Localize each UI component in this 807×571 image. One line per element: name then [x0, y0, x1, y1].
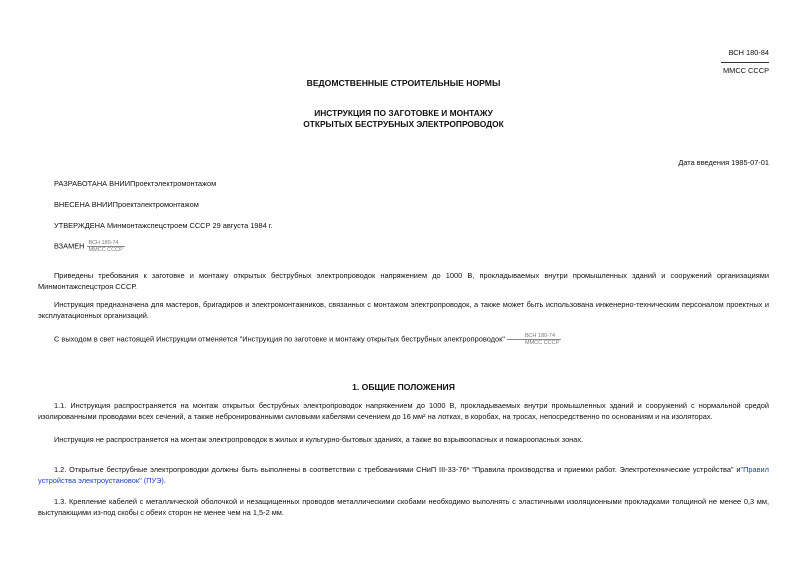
developed-by: РАЗРАБОТАНА ВНИИПроектэлектромонтажом: [54, 179, 217, 188]
replaces-line: [54, 240, 125, 253]
clause-1-2-end: .: [163, 475, 166, 485]
submitted-by: ВНЕСЕНА ВНИИПроектэлектромонтажом: [54, 200, 199, 209]
document-title-line2: ОТКРЫТЫХ БЕСТРУБНЫХ ЭЛЕКТРОПРОВОДОК: [303, 119, 504, 130]
pue-rules-link[interactable]: "Правил устройства электроустановок" (ПУЭ): [38, 465, 769, 485]
clause-1-1-note: Инструкция не распространяется на монтаж электропроводок в жилых и культурно-бытовых зданиях, а также во взрывоопасных и пожароопасных зонах.: [54, 435, 584, 444]
intro-paragraph-3-text: С выходом в свет настоящей Инструкции отменяется "Инструкция по заготовке и монтажу открытых беструбных электропроводок": [54, 334, 505, 344]
cancelled-doc-numerator: ВСН 180-74: [507, 333, 561, 340]
document-type-title: ВЕДОМСТВЕННЫЕ СТРОИТЕЛЬНЫЕ НОРМЫ: [306, 78, 501, 88]
document-title-line1: ИНСТРУКЦИЯ ПО ЗАГОТОВКЕ И МОНТАЖУ: [314, 108, 493, 118]
document-code-block: [721, 48, 769, 76]
section-1-heading: 1. ОБЩИЕ ПОЛОЖЕНИЯ: [352, 382, 455, 392]
document-title: [0, 108, 807, 131]
ministry-code: ММСС СССР: [723, 65, 769, 75]
replaces-fraction: [87, 240, 125, 253]
replaces-numerator: ВСН 180-74: [87, 240, 125, 247]
cancelled-doc-denominator: ММСС СССР: [524, 340, 560, 347]
cancelled-doc-fraction: [507, 333, 561, 346]
clause-1-2-text: 1.2. Открытые беструбные электропроводки должны быть выполнены в соответствии с требованиями СНиП III-33-76* "Правила производства и приемки работ. Электротехнические устройства" и: [54, 465, 741, 474]
code-divider: [721, 62, 769, 63]
intro-paragraph-3: [38, 333, 769, 346]
replaces-denominator: ММСС СССР: [88, 247, 123, 254]
replaces-label: ВЗАМЕН: [54, 241, 85, 251]
clause-1-1: 1.1. Инструкция распространяется на монтаж открытых беструбных электропроводок напряжением до 1000 В, прокладываемых внутри промышленных зданий и сооружений с нормальной средой изолированными проводами всех сечений, а также небронированными силовыми кабелями сечением до 16 мм² на лотках, в коробах, на тросах, непосредственно по основаниям и на изоляторах.: [38, 401, 769, 421]
clause-1-3: 1.3. Крепление кабелей с металлической оболочкой и незащищенных проводов металлическими скобами необходимо выполнять с эластичными изоляционными прокладками толщиной не менее 0,3 мм, выступающими из-под скобы с обеих сторон не менее чем на 1,5-2 мм.: [38, 497, 769, 517]
clause-1-2: [38, 465, 769, 486]
approved-by: УТВЕРЖДЕНА Минмонтажспецстроем СССР 29 августа 1984 г.: [54, 221, 273, 230]
intro-paragraph-2: Инструкция предназначена для мастеров, бригадиров и электромонтажников, связанных с монтажом электропроводок, а также может быть использована инженерно-техническим персоналом проектных и эксплуатационных организаций.: [38, 300, 769, 320]
intro-paragraph-1: Приведены требования к заготовке и монтажу открытых беструбных электропроводок напряжением до 1000 В, прокладываемых внутри промышленных зданий и сооружений организациями Минмонтажспецстроя СССР.: [38, 271, 769, 291]
effective-date: Дата введения 1985-07-01: [678, 158, 769, 167]
document-code: ВСН 180-84: [728, 48, 769, 57]
